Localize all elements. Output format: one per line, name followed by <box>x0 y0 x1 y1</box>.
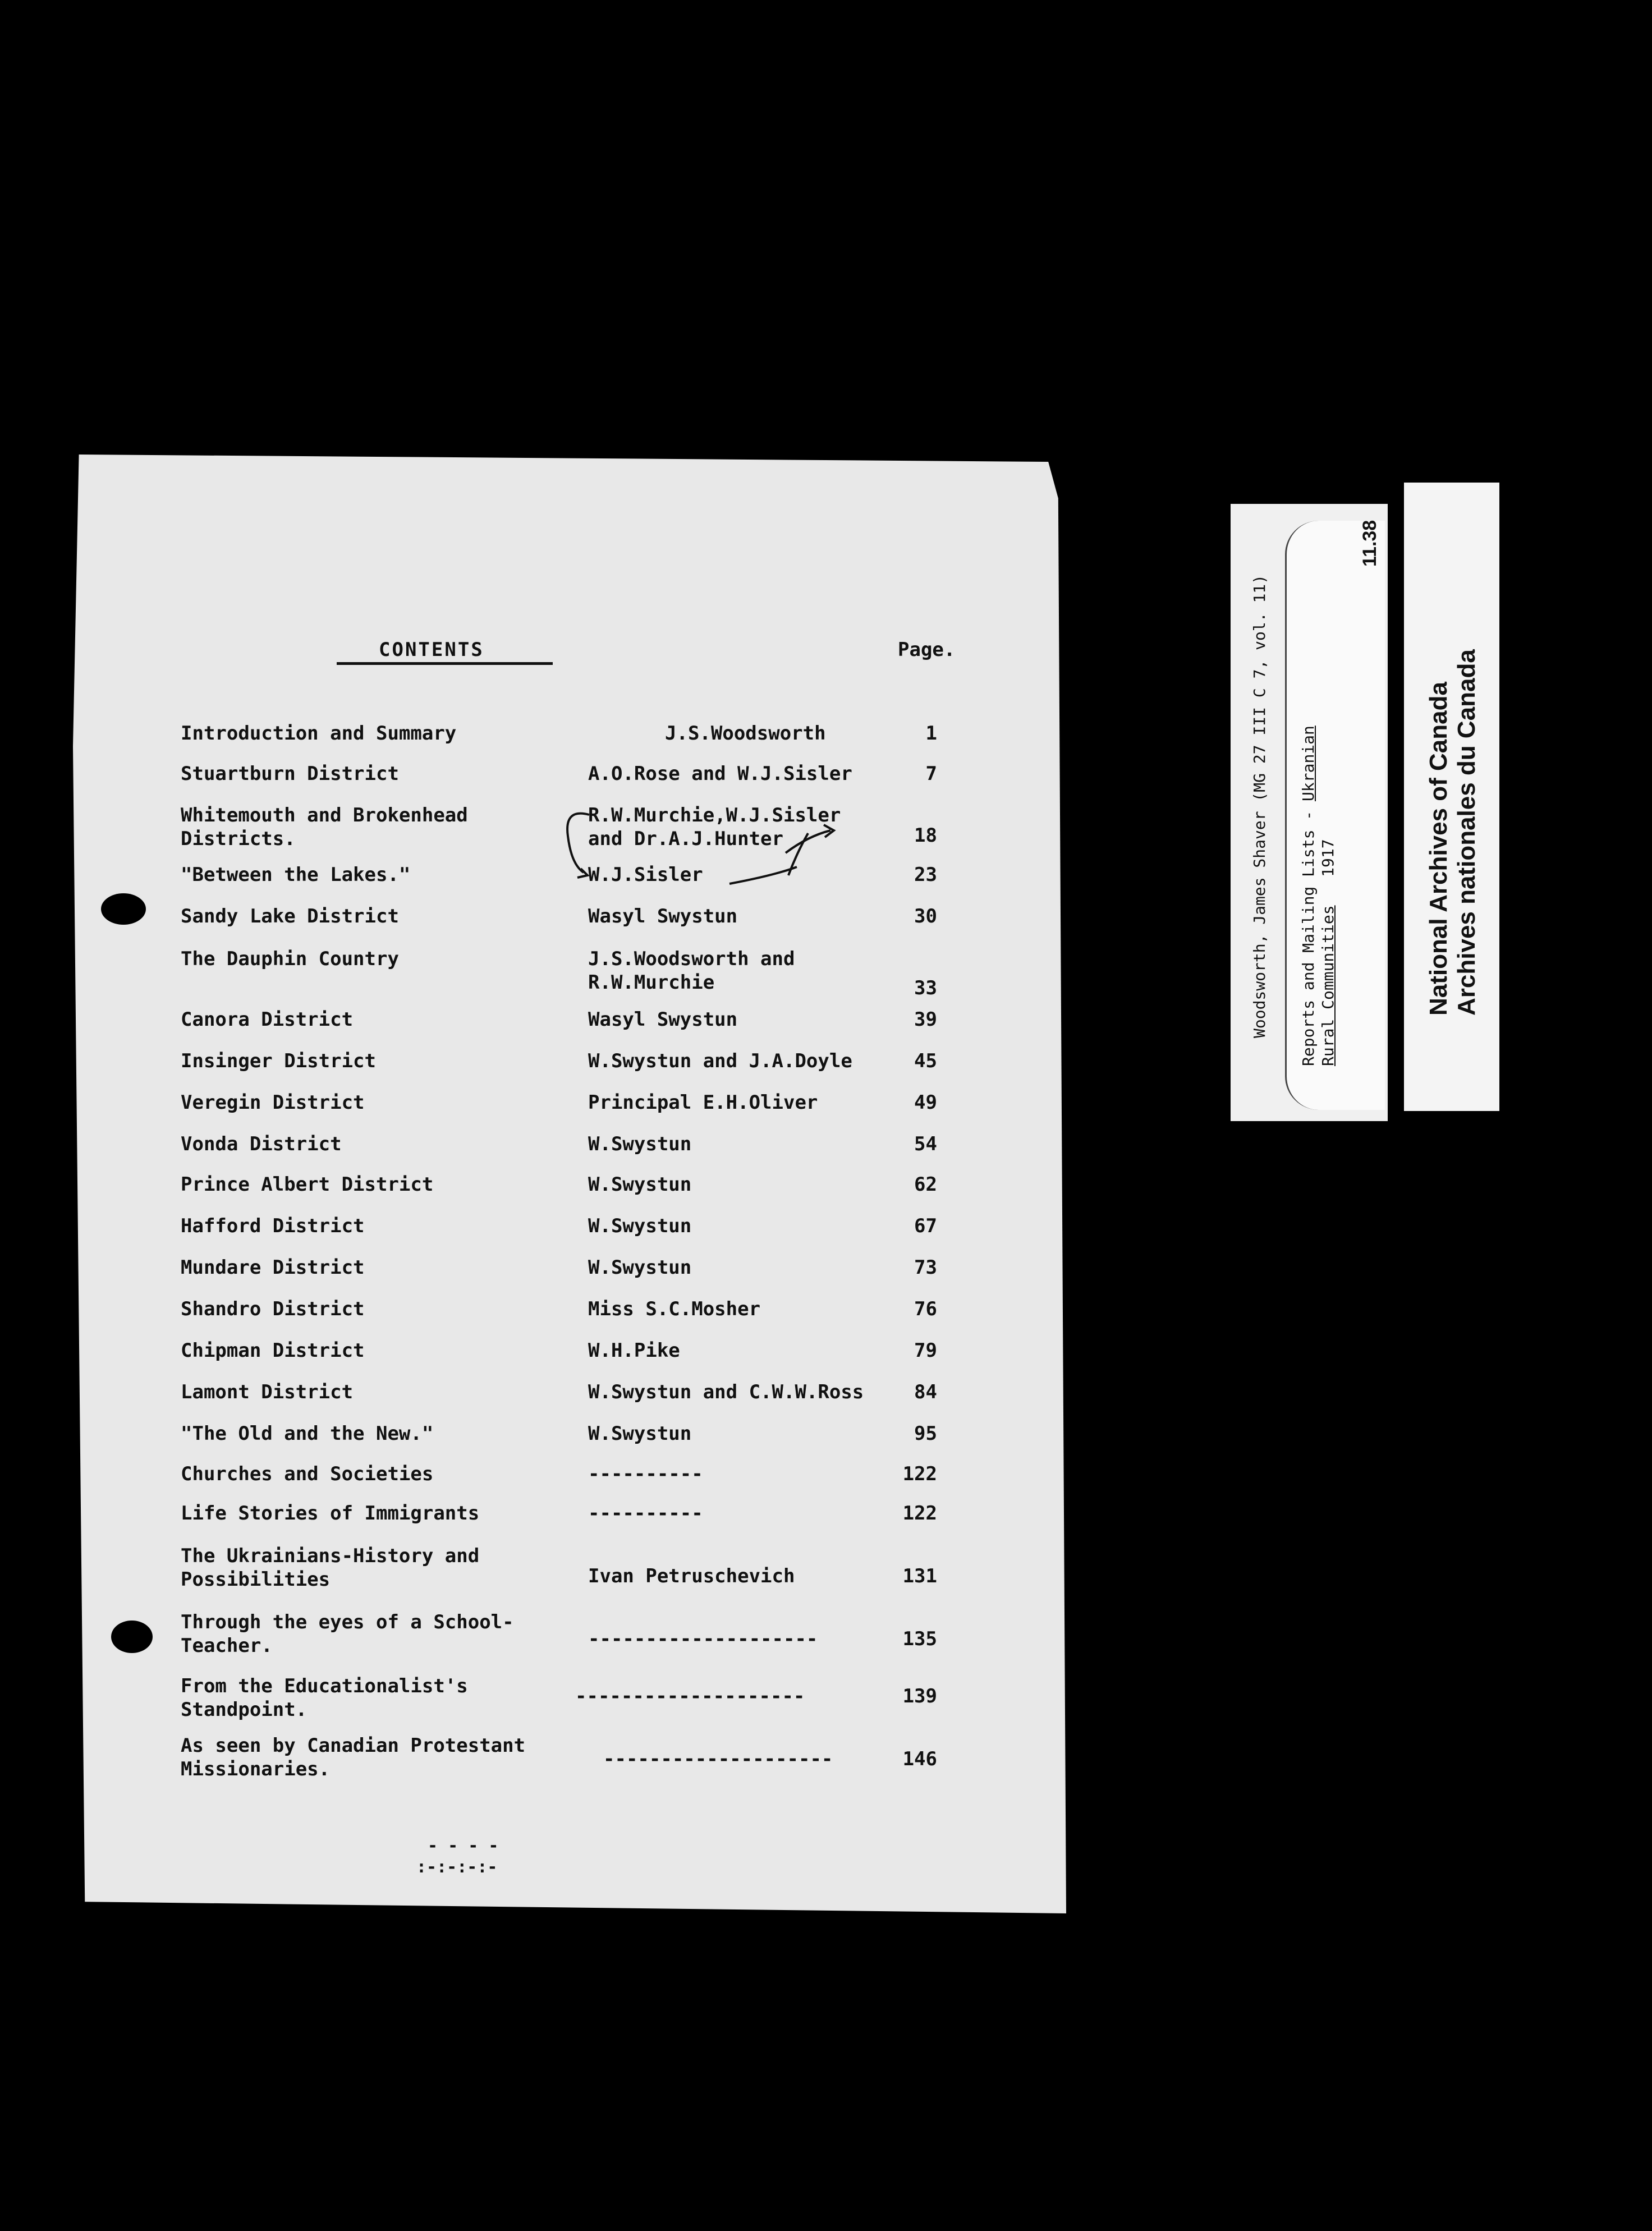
entry-title: Life Stories of Immigrants <box>181 1502 480 1525</box>
entry-author: W.Swystun <box>588 1215 692 1237</box>
end-mark-dashes: - - - - <box>428 1836 499 1856</box>
entry-page: 79 <box>914 1339 937 1362</box>
heading-underline <box>337 662 553 665</box>
label-title-underlined: Ukranian <box>1299 726 1318 801</box>
entry-title: The Ukrainians-History and Possibilities <box>181 1545 480 1591</box>
entry-page: 84 <box>914 1381 937 1403</box>
entry-page: 135 <box>902 1628 937 1650</box>
entry-author: -------------------- <box>588 1628 818 1650</box>
entry-page: 146 <box>902 1748 937 1770</box>
archives-name-en: National Archives of Canada <box>1425 682 1452 1016</box>
entry-page: 39 <box>914 1008 937 1031</box>
entry-page: 54 <box>914 1133 937 1155</box>
entry-title: Churches and Societies <box>181 1463 434 1485</box>
archives-name-fr: Archives nationales du Canada <box>1453 649 1480 1016</box>
entry-page: 131 <box>902 1565 937 1587</box>
entry-page: 139 <box>902 1685 937 1707</box>
entry-page: 67 <box>914 1215 937 1237</box>
entry-title: Shandro District <box>181 1298 365 1320</box>
entry-author: R.W.Murchie,W.J.Sisler and Dr.A.J.Hunter <box>588 804 841 850</box>
entry-page: 95 <box>914 1422 937 1445</box>
entry-author: J.S.Woodsworth and R.W.Murchie <box>588 948 795 994</box>
contents-heading: CONTENTS <box>379 639 484 661</box>
entry-title: Canora District <box>181 1008 354 1031</box>
entry-author: W.Swystun and C.W.W.Ross <box>588 1381 864 1403</box>
end-mark-colons: :-:-:-:- <box>416 1857 498 1877</box>
entry-title: Sandy Lake District <box>181 905 399 928</box>
entry-title: Vonda District <box>181 1133 342 1155</box>
entry-page: 30 <box>914 905 937 928</box>
entry-title: Lamont District <box>181 1381 354 1403</box>
entry-author: -------------------- <box>575 1685 805 1707</box>
entry-author: W.Swystun <box>588 1422 692 1445</box>
entry-title: Stuartburn District <box>181 763 399 785</box>
entry-title: Veregin District <box>181 1091 365 1114</box>
entry-page: 122 <box>902 1502 937 1525</box>
entry-author: Wasyl Swystun <box>588 1008 738 1031</box>
label-year: 1917 <box>1319 839 1337 877</box>
entry-author: W.H.Pike <box>588 1339 680 1362</box>
entry-title: Hafford District <box>181 1215 365 1237</box>
entry-title: Insinger District <box>181 1050 376 1072</box>
entry-title: From the Educationalist's Standpoint. <box>181 1675 468 1721</box>
entry-title: As seen by Canadian Protestant Missionaries. <box>181 1734 526 1780</box>
entry-page: 33 <box>914 977 937 999</box>
entry-author: W.Swystun and J.A.Doyle <box>588 1050 852 1072</box>
entry-page: 73 <box>914 1256 937 1279</box>
label-title-line <box>1299 726 1318 1066</box>
entry-title: Chipman District <box>181 1339 365 1362</box>
entry-page: 62 <box>914 1173 937 1196</box>
entry-page: 7 <box>925 763 937 785</box>
label-subtitle-line <box>1319 839 1337 1066</box>
entry-author: W.Swystun <box>588 1133 692 1155</box>
entry-author: ---------- <box>588 1463 703 1485</box>
entry-author: W.J.Sisler <box>588 864 703 886</box>
entry-author: J.S.Woodsworth <box>665 722 826 745</box>
label-fonds-line: Woodsworth, James Shaver (MG 27 III C 7, vol. 11) <box>1250 574 1269 1038</box>
entry-title: Introduction and Summary <box>181 722 457 745</box>
entry-page: 1 <box>925 722 937 745</box>
entry-page: 122 <box>902 1463 937 1485</box>
entry-author: W.Swystun <box>588 1173 692 1196</box>
entry-author: Ivan Petruschevich <box>588 1565 795 1587</box>
label-title-prefix: Reports and Mailing Lists - <box>1299 801 1318 1066</box>
page-column-heading: Page. <box>898 639 956 661</box>
entry-title: The Dauphin Country <box>181 948 399 970</box>
entry-author: W.Swystun <box>588 1256 692 1279</box>
entry-author: Miss S.C.Mosher <box>588 1298 761 1320</box>
entry-page: 45 <box>914 1050 937 1072</box>
entry-author: Principal E.H.Oliver <box>588 1091 818 1114</box>
label-subtitle-underlined: Rural Communities <box>1319 905 1337 1066</box>
entry-title: Through the eyes of a School- Teacher. <box>181 1611 514 1657</box>
entry-title: Prince Albert District <box>181 1173 434 1196</box>
entry-page: 49 <box>914 1091 937 1114</box>
punch-hole <box>101 893 146 925</box>
label-code: 11.38 <box>1359 520 1380 567</box>
entry-page: 76 <box>914 1298 937 1320</box>
entry-author: ---------- <box>588 1502 703 1525</box>
entry-title: "Between the Lakes." <box>181 864 411 886</box>
entry-title: "The Old and the New." <box>181 1422 434 1445</box>
entry-author: Wasyl Swystun <box>588 905 738 928</box>
entry-title: Whitemouth and Brokenhead Districts. <box>181 804 468 850</box>
entry-author: A.O.Rose and W.J.Sisler <box>588 763 852 785</box>
entry-page: 23 <box>914 864 937 886</box>
entry-page: 18 <box>914 824 937 847</box>
entry-author: -------------------- <box>603 1748 833 1770</box>
punch-hole <box>111 1621 153 1653</box>
entry-title: Mundare District <box>181 1256 365 1279</box>
